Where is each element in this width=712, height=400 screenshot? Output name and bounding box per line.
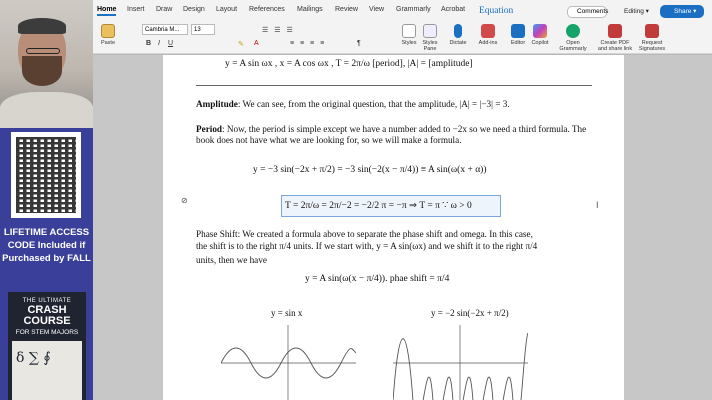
paragraph-mark-icon[interactable]: ¶ <box>357 40 361 47</box>
styles-pane-button[interactable] <box>418 24 442 52</box>
copilot-icon <box>533 24 547 38</box>
tab-layout[interactable]: Layout <box>216 6 238 13</box>
addins-icon <box>481 24 495 38</box>
tab-acrobat[interactable]: Acrobat <box>441 6 466 13</box>
addins-label: Add-ins <box>478 40 498 46</box>
promo-line: Purchased by FALL <box>2 253 91 264</box>
styles-icon <box>402 24 416 38</box>
signature-icon <box>645 24 659 38</box>
period-text: : Now, the period is simple except we have a number added to −2x so we need a third formula. The book does not have what we are looking for, so we will make a formula. <box>196 124 587 145</box>
book-symbols: δ ∑ ∮ <box>12 341 82 400</box>
italic-button[interactable]: I <box>158 40 160 47</box>
book-title: CRASH COURSE <box>23 304 71 327</box>
promo-line: CODE Included if <box>7 240 86 251</box>
book-small-title: THE ULTIMATE <box>22 298 72 304</box>
graph-sin-x <box>221 323 356 400</box>
share-label: Share <box>674 8 692 15</box>
open-grammarly-button[interactable] <box>557 24 589 52</box>
comments-button[interactable] <box>567 6 607 18</box>
paste-button[interactable] <box>96 24 120 46</box>
font-size-select[interactable]: 13 <box>191 24 215 35</box>
book-subtitle: FOR STEM MAJORS <box>15 329 79 336</box>
styles-label: Styles <box>401 40 417 46</box>
amplitude-text: : We can see, from the original question, that the amplitude, |A| = |−3| = 3. <box>237 99 510 109</box>
highlight-icon[interactable]: ✎ <box>238 41 244 48</box>
tab-references[interactable]: References <box>249 6 285 13</box>
create-pdf-button[interactable] <box>596 24 634 52</box>
grammarly-icon <box>566 24 580 38</box>
microphone-icon <box>454 24 462 38</box>
tab-home[interactable]: Home <box>97 6 116 16</box>
dictate-button[interactable] <box>446 24 470 46</box>
underline-button[interactable]: U <box>168 40 174 47</box>
bold-button[interactable]: B <box>146 40 152 47</box>
left-overlay-panel <box>0 0 93 400</box>
tab-design[interactable]: Design <box>183 6 205 13</box>
graph-1-title: y = sin x <box>271 308 303 318</box>
promo-text <box>0 226 93 265</box>
book-cover <box>8 292 86 400</box>
clipboard-icon <box>101 24 115 38</box>
equation-3: y = A sin(ω(x − π/4)). phae shift = π/4 <box>305 274 450 284</box>
styles-pane-label: Styles Pane <box>422 40 438 52</box>
equation-1: y = −3 sin(−2x + π/2) = −3 sin(−2(x − π/4)) ≡ A sin(ω(x + α)) <box>253 165 487 175</box>
pdf-icon <box>608 24 622 38</box>
graph-neg2-sin <box>393 323 528 400</box>
open-grammarly-label: Open Grammarly <box>559 40 587 52</box>
equation-anchor-icon: ⊘ <box>181 196 188 205</box>
tab-view[interactable]: View <box>369 6 385 13</box>
text-cursor-icon: I <box>596 200 599 210</box>
font-name-select[interactable]: Cambria M... <box>142 24 188 35</box>
webcam-feed <box>0 0 93 128</box>
period-label: Period <box>196 124 223 134</box>
qr-code <box>11 132 81 218</box>
tab-grammarly[interactable]: Grammarly <box>396 6 431 13</box>
editor-button[interactable] <box>507 24 529 46</box>
font-color-icon[interactable]: A <box>254 40 259 47</box>
create-pdf-label: Create PDF and share link <box>597 40 633 52</box>
tab-review[interactable]: Review <box>335 6 358 13</box>
editor-label: Editor <box>510 40 526 46</box>
tab-mailings[interactable]: Mailings <box>297 6 323 13</box>
list-buttons[interactable]: ☰ ☰ ☰ <box>262 27 295 34</box>
request-signatures-label: Request Signatures <box>638 40 666 52</box>
styles-pane-icon <box>423 24 437 38</box>
equation-2[interactable]: T = 2π/ω = 2π/−2 = −2/2 π = −π ⇒ T = π ∵ ω > 0 <box>285 201 472 211</box>
tab-insert[interactable]: Insert <box>127 6 145 13</box>
copilot-label: Copilot <box>531 40 549 46</box>
share-button[interactable]: Share ▾ <box>660 5 704 18</box>
editor-icon <box>511 24 525 38</box>
align-buttons[interactable]: ≡ ≡ ≡ ≡ <box>290 40 327 47</box>
tab-draw[interactable]: Draw <box>156 6 173 13</box>
horizontal-rule <box>196 85 592 86</box>
request-signatures-button[interactable] <box>636 24 668 52</box>
promo-line: LIFETIME ACCESS <box>3 227 90 238</box>
editing-mode-button[interactable]: Editing ▾ <box>624 8 649 15</box>
graph-2-title: y = −2 sin(−2x + π/2) <box>431 308 509 318</box>
phase-line-3: units, then we have <box>196 255 267 265</box>
top-formula: y = A sin ωx , x = A cos ωx , T = 2π/ω [period], |A| = [amplitude] <box>225 59 473 69</box>
editing-label: Editing <box>624 8 644 15</box>
dictate-label: Dictate <box>449 40 467 46</box>
copilot-button[interactable] <box>528 24 552 46</box>
amplitude-label: Amplitude <box>196 99 238 109</box>
period-paragraph <box>196 124 592 146</box>
graph-2-curve <box>393 333 528 400</box>
comments-label: Comments <box>577 8 609 15</box>
phase-line-2: the shift is to the right π/4 units. If we start with, y = A sin(ωx) and we shift it to the right π/4 <box>196 241 538 251</box>
phase-line-1: Phase Shift: We created a formula above to separate the phase shift and omega. In this case, <box>196 229 533 239</box>
addins-button[interactable] <box>476 24 500 46</box>
document-page[interactable] <box>163 55 624 400</box>
document-area <box>93 55 712 400</box>
amplitude-paragraph <box>196 99 592 110</box>
paste-label: Paste <box>100 40 116 46</box>
tab-equation[interactable]: Equation <box>479 6 514 16</box>
